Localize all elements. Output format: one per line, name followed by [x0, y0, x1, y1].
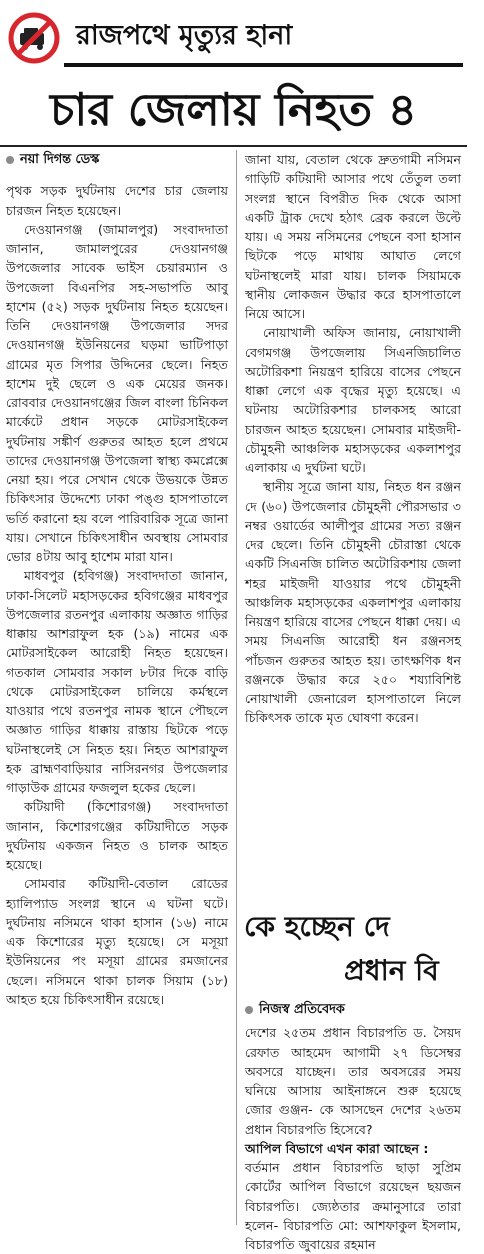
rubric-underline [64, 63, 463, 67]
story-paragraph: স্থানীয় সূত্রে জানা যায়, নিহত ধন রঞ্জন দে (৬০) উপজেলার চৌমুহনী পৌরসভার ৩ নম্বর ওয়ার্ডের আলীপুর গ্রামের সত্য রঞ্জন দের ছেলে। তিনি চৌমুহনী চৌরাস্তা থেকে একটি সিএনজি চালিত অটোরিকশায় জেলা শহর মাইজদী যাওয়ার পথে চৌমুহনী আঞ্চলিক মহাসড়কের একলাশপুর এলাকায় নিয়ন্ত্রণ হারিয়ে বাসের পেছনে ধাক্কা দেয়। এ সময় সিএনজি আরোহী ধন রঞ্জনসহ পাঁচজন গুরুতর আহত হয়। তাৎক্ষণিক ধন রঞ্জনকে উদ্ধার করে ২৫০ শয্যাবিশিষ্ট নোয়াখালী জেনারেল হাসপাতালে নিলে চিকিৎসক তাকে মৃত ঘোষণা করেন। [245, 479, 461, 726]
story-paragraph: দেওয়ানগঞ্জ (জামালপুর) সংবাদদাতা জানান, জামালপুরের দেওয়ানগঞ্জ উপজেলার সাবেক ভাইস চেয়ারম্যান ও উপজেলা বিএনপির সহ-সভাপতি আবু হাশেম (৫২) সড়ক দুর্ঘটনায় নিহত হয়েছেন। তিনি দেওয়ানগঞ্জ উপজেলার সদর দেওয়ানগঞ্জ ইউনিয়নের ঘড়মা ভাটিপাড়া গ্রামের মৃত সিপার উদ্দিনের ছেলে। নিহত হাশেম দুই ছেলে ও এক মেয়ের জনক। রোববার দেওয়ানগঞ্জের জিল বাংলা চিনিকল মার্কেটে প্রধান সড়কে মোটরসাইকেল দুর্ঘটনায় সঙ্কীর্ণ গুরুতর আহত হলে প্রথমে তাদের দেওয়ানগঞ্জ উপজেলা স্বাস্থ্য কমপ্লেক্সে নেয়া হয়। পরে সেখান থেকে উভয়কে উন্নত চিকিৎসার উদ্দেশ্যে ঢাকা পঙ্গু হাসপাতালে ভর্তি করানো হয় বলে পারিবারিক সূত্রে জানা যায়। সেখানে চিকিৎসাধীন অবস্থায় সোমবার ভোর ৪টায় আবু হাশেম মারা যান। [6, 221, 228, 564]
story-byline [6, 150, 228, 169]
byline-text: নয়া দিগন্ত ডেস্ক [20, 152, 100, 167]
second-headline-line-2: প্রধান বি [344, 954, 439, 987]
story-paragraph: জানা যায়, বেতাল থেকে দ্রুতগামী নসিমন গাড়িটি কটিয়াদী আসার পথে তেঁতুল তলা সংলগ্ন স্থানে বিপরীত দিক থেকে আসা একটি ট্রাক দেখে হঠাৎ ব্রেক করলে উল্টে যায়। এ সময় নসিমনের পেছনে বসা হাসান ছিটকে পড়ে মাথায় আঘাত লেগে ঘটনাস্থলেই মারা যায়। চালক সিয়ামকে স্থানীয় লোকজন উদ্ধার করে হাসপাতালে নিয়ে আসে। [245, 152, 461, 321]
byline-text: নিজস্ব প্রতিবেদক [259, 1002, 345, 1017]
bullet-icon [245, 1006, 253, 1014]
second-story-paragraph: বর্তমান প্রধান বিচারপতি ছাড়া সুপ্রিম কোর্টের আপিল বিভাগে রয়েছেন ছয়জন বিচারপতি। জ্যেষ্ঠতার ক্রমানুসারে তারা হলেন- বিচারপতি মো: আশফাকুল ইসলাম, বিচারপতি জুবায়ের রহমান [245, 1160, 461, 1252]
second-story-byline [245, 1000, 461, 1019]
second-headline-line-1: কে হচ্ছেন দে [244, 910, 390, 943]
section-rubric [4, 8, 463, 68]
road-accident-logo-icon [8, 12, 60, 64]
story-paragraph: সোমবার কটিয়াদী-বেতাল রোডের হ্যালিপ্যাড সংলগ্ন স্থানে এ ঘটনা ঘটে। দুর্ঘটনায় নসিমনে থাকা হাসান (১৬) নামে এক কিশোরের মৃত্যু হয়েছে। সে মসূয়া ইউনিয়নের পং মসূয়া গ্রামের রমজানের ছেলে। নসিমনে থাকা চালক সিয়াম (১৮) আহত হয়ে চিকিৎসাধীন রয়েছে। [6, 876, 228, 1007]
second-story-intro: দেশের ২৫তম প্রধান বিচারপতি ড. সৈয়দ রেফাত আহমেদ আগামী ২৭ ডিসেম্বর অবসরে যাচ্ছেন। তার অবসরের সময় ঘনিয়ে আসায় আইনাঙ্গনে শুরু হয়েছে জোর গুঞ্জন- কে আসছেন দেশের ২৬তম প্রধান বিচারপতি হিসেবে? [245, 1025, 461, 1137]
story-paragraph: নোয়াখালী অফিস জানায়, নোয়াখালী বেগমগঞ্জ উপজেলায় সিএনজিচালিত অটোরিকশা নিয়ন্ত্রণ হারিয়ে বাসের পেছনে ধাক্কা লেগে এক বৃদ্ধের মৃত্যু হয়েছে। এ ঘটনায় অটোরিকশার চালকসহ আরো চারজন আহত হয়েছেন। সোমবার মাইজদী-চৌমুহনী আঞ্চলিক মহাসড়কের একলাশপুর এলাকায় এ দুর্ঘটনা ঘটে। [245, 325, 461, 475]
story-column-left [6, 150, 228, 1225]
second-story-headline [244, 905, 484, 993]
story-paragraph: মাধবপুর (হবিগঞ্জ) সংবাদদাতা জানান, ঢাকা-সিলেট মহাসড়কের হবিগঞ্জের মাধবপুর উপজেলার রতনপুর এলাকায় অজ্ঞাত গাড়ির ধাক্কায় আশরাফুল হক (১৯) নামের এক মোটরসাইকেল আরোহী নিহত হয়েছেন। গতকাল সোমবার সকাল ৮টার দিকে বাড়ি থেকে মোটরসাইকেল চালিয়ে কর্মস্থলে যাওয়ার পথে রতনপুর নামক স্থানে পৌছলে অজ্ঞাত গাড়ির ধাক্কায় রাস্তায় ছিটকে পড়ে ঘটনাস্থলেই সে নিহত হয়। নিহত আশরাফুল হক ব্রাহ্মণবাড়িয়ার নাসিরনগর উপজেলার গাড়াউক গ্রামের ফজলুল হকের ছেলে। [6, 568, 228, 795]
story-paragraph: কটিয়াদী (কিশোরগঞ্জ) সংবাদদাতা জানান, কিশোরগঞ্জের কটিয়াদীতে সড়ক দুর্ঘটনায় একজন নিহত ও চালক আহত হয়েছে। [6, 799, 228, 872]
main-headline: চার জেলায় নিহত ৪ [49, 83, 418, 136]
story-column-right [245, 150, 461, 890]
story-paragraph: পৃথক সড়ক দুর্ঘটনায় দেশের চার জেলায় চারজন নিহত হয়েছেন। [6, 183, 228, 218]
column-divider [236, 150, 237, 1225]
rubric-title: রাজপথে মৃত্যুর হানা [76, 20, 293, 51]
headline-rule [0, 145, 467, 147]
second-story-body [245, 1000, 461, 1252]
bullet-icon [6, 156, 14, 164]
second-story-subhead: আপিল বিভাগে এখন কারা আছেন : [245, 1140, 429, 1156]
